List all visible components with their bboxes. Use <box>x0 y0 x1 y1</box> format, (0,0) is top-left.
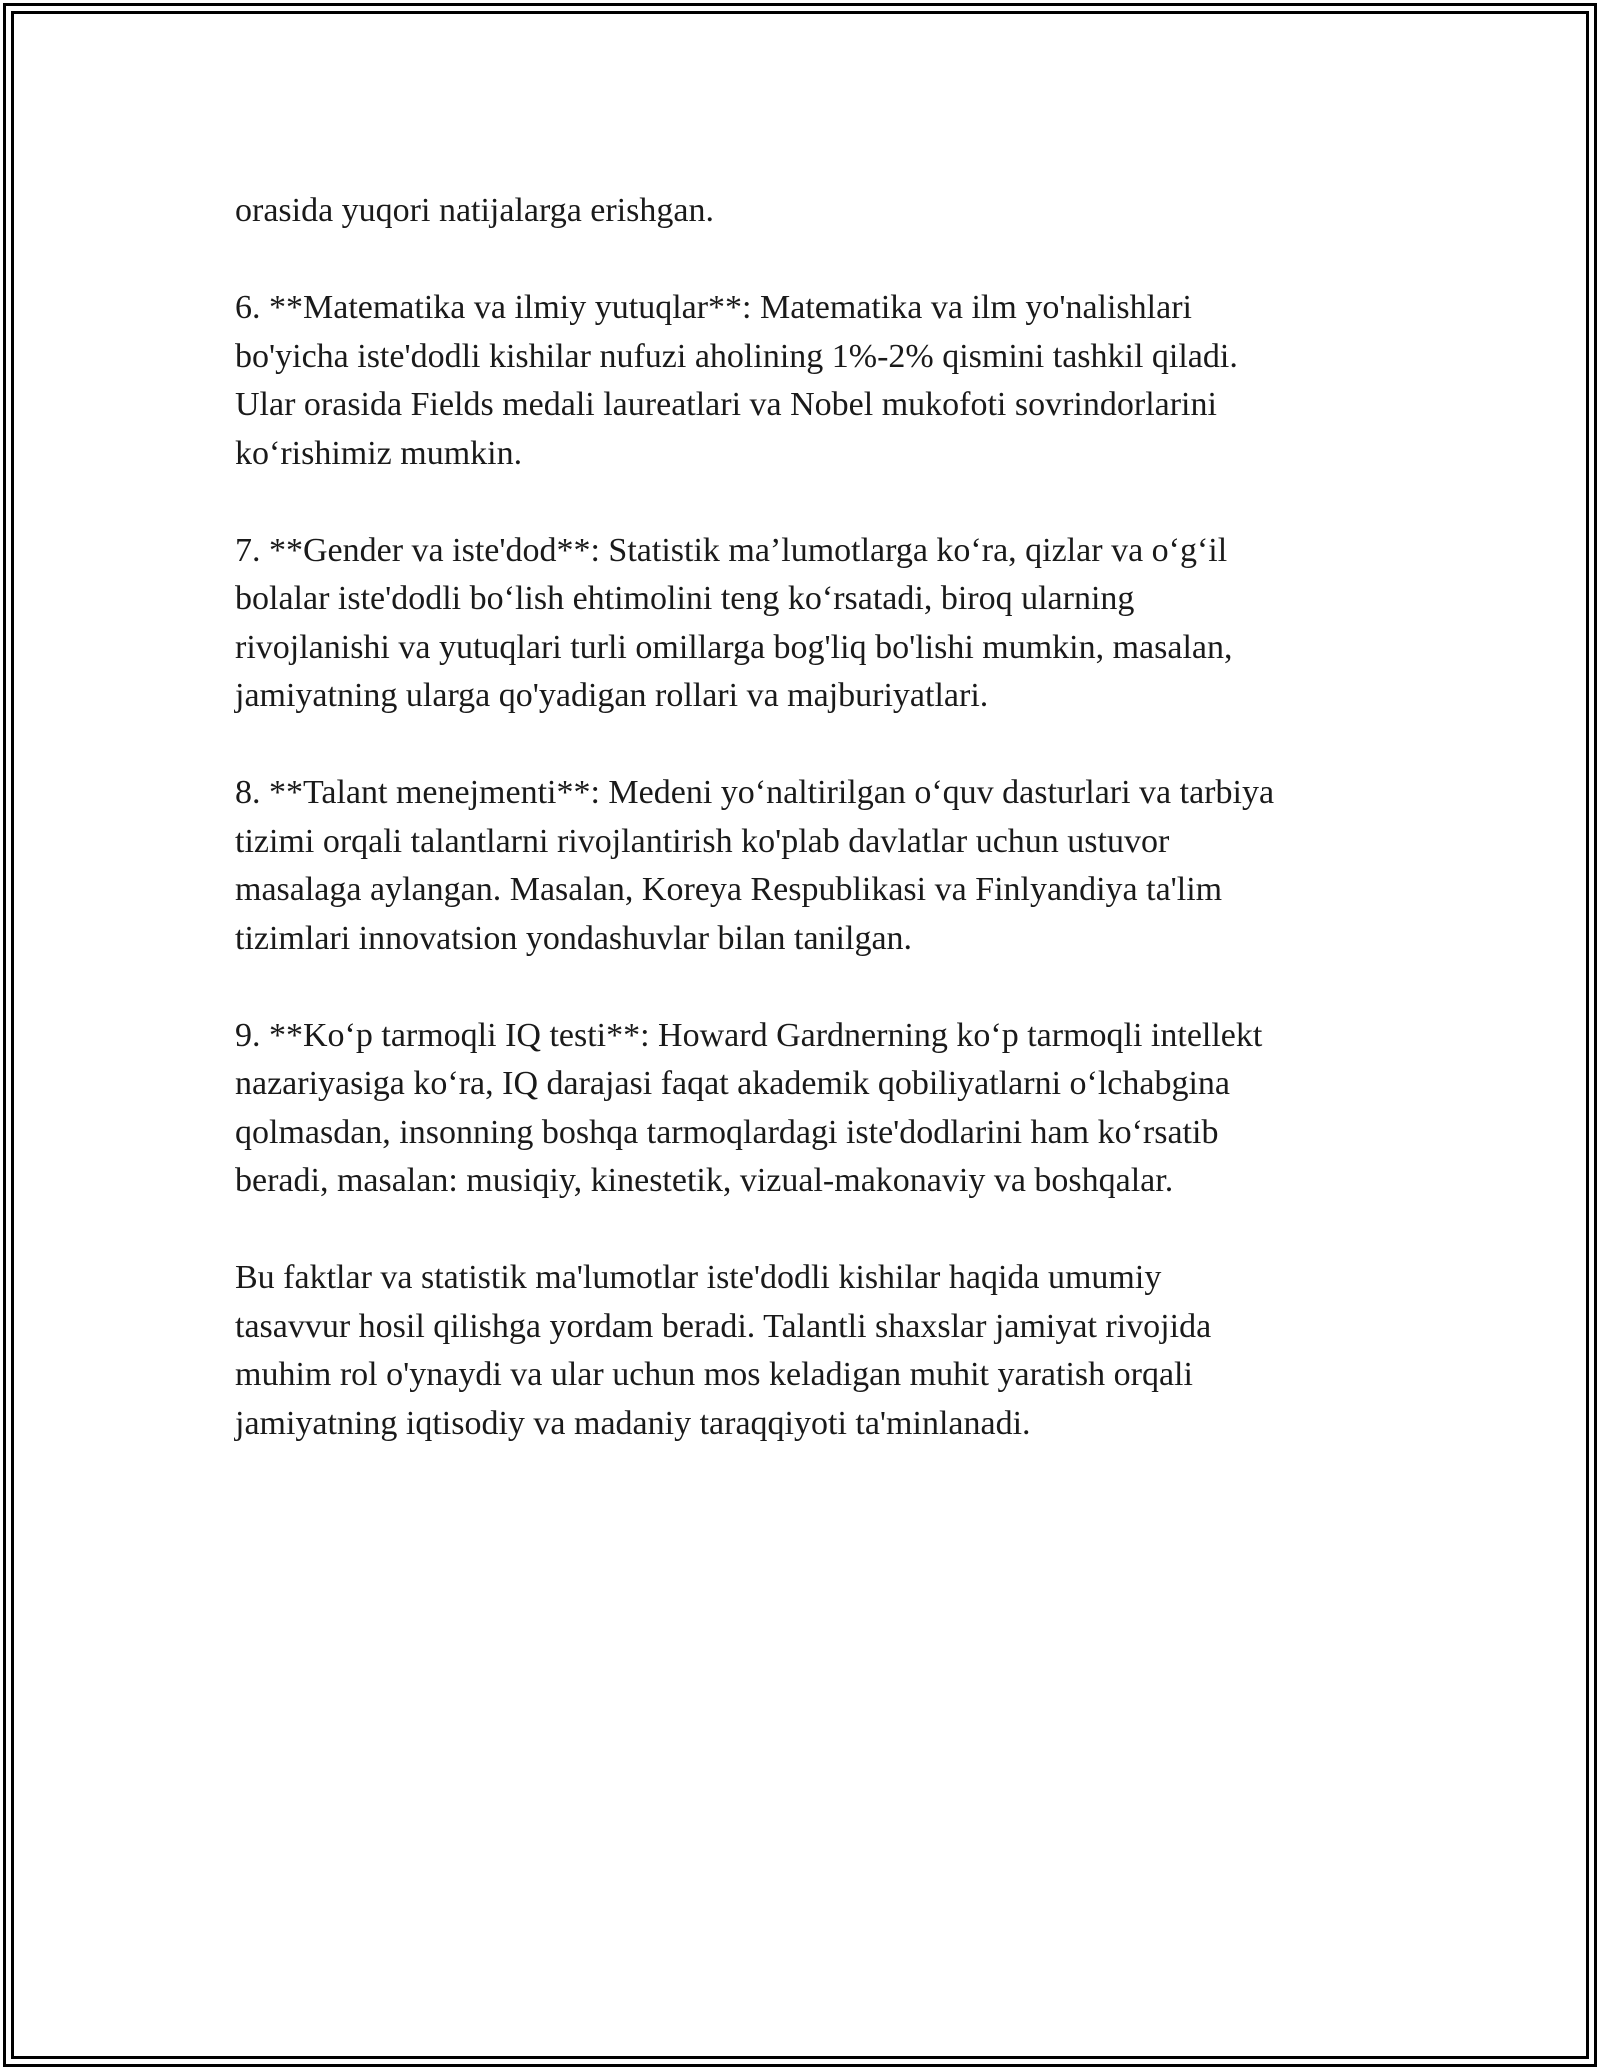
paragraph-item-6 <box>235 284 1375 478</box>
text-line: 8. **Talant menejmenti**: Medeni yo‘naltirilgan o‘quv dasturlari va tarbiya <box>235 774 1275 811</box>
text-line: orasida yuqori natijalarga erishgan. <box>235 192 714 229</box>
text-line: rivojlanishi va yutuqlari turli omillarga bog'liq bo'lishi mumkin, masalan, <box>235 628 1233 666</box>
text-line: bolalar iste'dodli bo‘lish ehtimolini teng ko‘rsatadi, biroq ularning <box>235 580 1135 617</box>
text-line: Ular orasida Fields medali laureatlari va Nobel mukofoti sovrindorlarini <box>235 386 1217 423</box>
text-line: nazariyasiga ko‘ra, IQ darajasi faqat akademik qobiliyatlarni o‘lchabgina <box>235 1065 1231 1102</box>
text-line: 9. **Ko‘p tarmoqli IQ testi**: Howard Gardnerning ko‘p tarmoqli intellekt <box>235 1016 1263 1054</box>
paragraph-item-7 <box>235 527 1375 721</box>
text-line: jamiyatning iqtisodiy va madaniy taraqqiyoti ta'minlanadi. <box>235 1404 1031 1442</box>
paragraph-item-9 <box>235 1012 1375 1206</box>
text-line: ko‘rishimiz mumkin. <box>235 434 523 472</box>
text-line: tasavvur hosil qilishga yordam beradi. Talantli shaxslar jamiyat rivojida <box>235 1307 1212 1345</box>
paragraph-conclusion <box>235 1254 1375 1448</box>
text-line: Bu faktlar va statistik ma'lumotlar iste'dodli kishilar haqida umumiy <box>235 1259 1162 1296</box>
paragraph-item-8 <box>235 769 1375 963</box>
text-line: 6. **Matematika va ilmiy yutuqlar**: Matematika va ilm yo'nalishlari <box>235 289 1192 326</box>
text-line: qolmasdan, insonning boshqa tarmoqlardagi iste'dodlarini ham ko‘rsatib <box>235 1113 1219 1151</box>
text-line: bo'yicha iste'dodli kishilar nufuzi aholining 1%-2% qismini tashkil qiladi. <box>235 337 1238 375</box>
text-line: masalaga aylangan. Masalan, Koreya Respublikasi va Finlyandiya ta'lim <box>235 871 1223 908</box>
paragraph-continuation <box>235 187 1375 236</box>
text-line: tizimi orqali talantlarni rivojlantirish ko'plab davlatlar uchun ustuvor <box>235 822 1170 860</box>
text-line: 7. **Gender va iste'dod**: Statistik ma’lumotlarga ko‘ra, qizlar va o‘g‘il <box>235 531 1228 569</box>
text-line: jamiyatning ularga qo'yadigan rollari va majburiyatlari. <box>235 677 989 714</box>
document-body <box>235 187 1375 1497</box>
text-line: muhim rol o'ynaydi va ular uchun mos keladigan muhit yaratish orqali <box>235 1356 1193 1393</box>
text-line: beradi, masalan: musiqiy, kinestetik, vizual-makonaviy va boshqalar. <box>235 1162 1174 1199</box>
text-line: tizimlari innovatsion yondashuvlar bilan tanilgan. <box>235 919 913 957</box>
